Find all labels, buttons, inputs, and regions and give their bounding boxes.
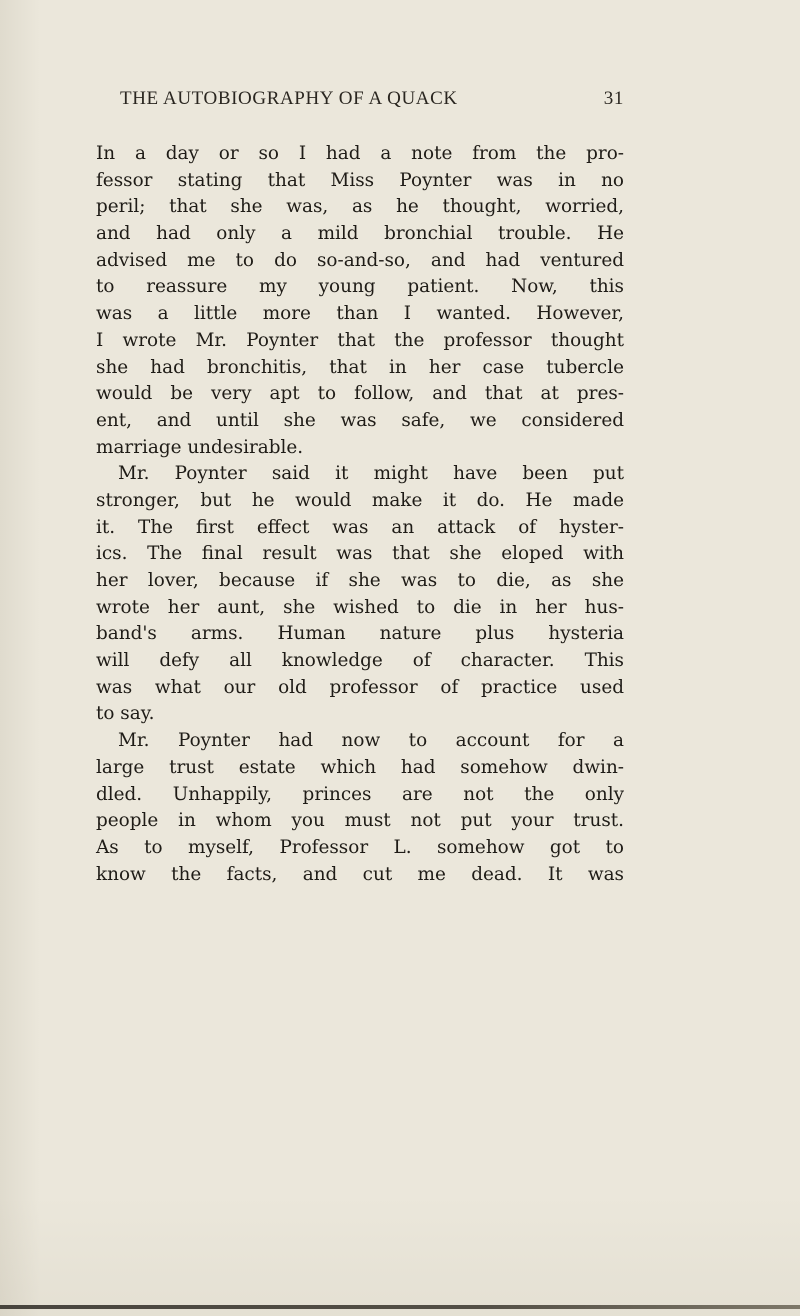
text-line: her lover, because if she was to die, as she bbox=[96, 570, 624, 591]
text-line: ics. The final result was that she eloped with bbox=[96, 543, 624, 565]
text-line: band's arms. Human nature plus hysteria bbox=[96, 623, 624, 645]
text-line: was a little more than I wanted. However, bbox=[96, 303, 624, 325]
body-text bbox=[96, 141, 624, 888]
text-line: wrote her aunt, she wished to die in her hus- bbox=[96, 596, 624, 618]
text-line: advised me to do so-and-so, and had ventured bbox=[96, 249, 624, 271]
text-line: to say. bbox=[96, 703, 155, 725]
text-line: would be very apt to follow, and that at pres- bbox=[96, 383, 624, 405]
text-line: dled. Unhappily, princes are not the only bbox=[96, 783, 624, 805]
text-line: and had only a mild bronchial trouble. He bbox=[96, 223, 624, 245]
text-line: it. The first effect was an attack of hyster- bbox=[96, 516, 624, 538]
text-line: large trust estate which had somehow dwin- bbox=[96, 756, 624, 778]
text-line: people in whom you must not put your trust. bbox=[96, 810, 624, 832]
page-bottom-edge bbox=[0, 1305, 800, 1309]
text-line: Mr. Poynter said it might have been put bbox=[118, 463, 624, 485]
text-line: fessor stating that Miss Poynter was in no bbox=[96, 169, 624, 191]
running-head bbox=[120, 88, 624, 114]
text-line: As to myself, Professor L. somehow got to bbox=[96, 836, 624, 858]
text-line: In a day or so I had a note from the pro- bbox=[96, 143, 624, 164]
text-line: I wrote Mr. Poynter that the professor thought bbox=[96, 329, 624, 351]
text-line: stronger, but he would make it do. He made bbox=[96, 489, 624, 511]
text-line: will defy all knowledge of character. This bbox=[96, 650, 624, 672]
running-head-title: THE AUTOBIOGRAPHY OF A QUACK bbox=[120, 88, 458, 109]
text-line: marriage undesirable. bbox=[96, 436, 304, 458]
page-number: 31 bbox=[603, 88, 624, 109]
text-line: she had bronchitis, that in her case tubercle bbox=[96, 356, 624, 378]
text-line: ent, and until she was safe, we considered bbox=[96, 409, 624, 431]
text-line: was what our old professor of practice used bbox=[96, 676, 624, 698]
text-line: peril; that she was, as he thought, worried, bbox=[96, 196, 624, 218]
text-line: Mr. Poynter had now to account for a bbox=[118, 730, 624, 752]
text-line: know the facts, and cut me dead. It was bbox=[96, 863, 624, 885]
text-line: to reassure my young patient. Now, this bbox=[96, 276, 624, 298]
